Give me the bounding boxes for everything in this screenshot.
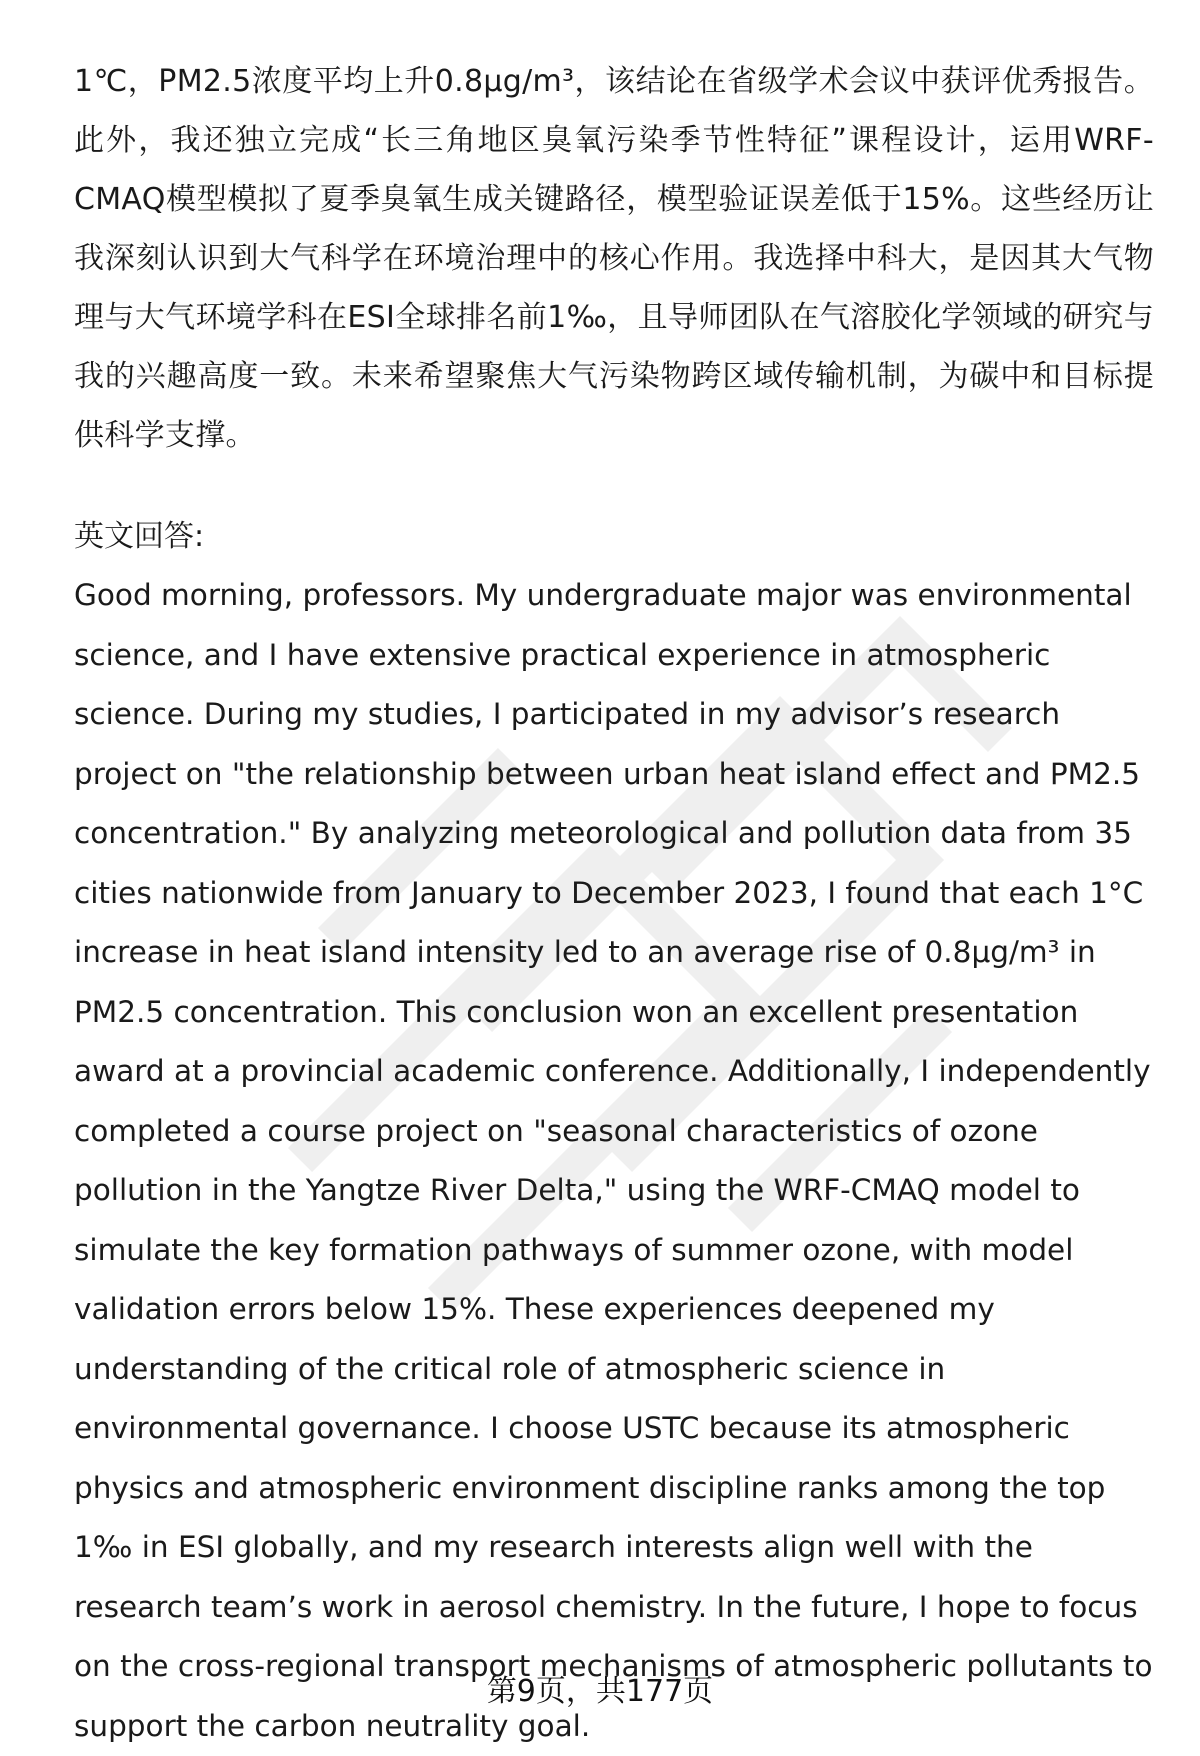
page-number-footer: 第9页，共177页 <box>486 1674 714 1709</box>
english-answer-paragraph: Good morning, professors. My undergraduate major was environmental science, and I have extensive practical experience in atmospheric science. During my studies, I participated in my advisor’s research project on "the relationship between urban heat island effect and PM2.5 concentration." By analyzing meteorological and pollution data from 35 cities nationwide from January to December 2023, I found that each 1°C increase in heat island intensity led to an average rise of 0.8μg/m³ in PM2.5 concentration. This conclusion won an excellent presentation award at a provincial academic conference. Additionally, I independently completed a course project on "seasonal characteristics of ozone pollution in the Yangtze River Delta," using the WRF-CMAQ model to simulate the key formation pathways of summer ozone, with model validation errors below 15%. These experiences deepened my understanding of the critical role of atmospheric science in environmental governance. I choose USTC because its atmospheric physics and atmospheric environment discipline ranks among the top 1‰ in ESI globally, and my research interests align well with the research team’s work in aerosol chemistry. In the future, I hope to focus on the cross-regional transport mechanisms of atmospheric pollutants to support the carbon neutrality goal. <box>74 578 1153 1743</box>
chinese-answer-paragraph: 1℃，PM2.5浓度平均上升0.8μg/m³，该结论在省级学术会议中获评优秀报告。此外，我还独立完成“长三角地区臭氧污染季节性特征”课程设计，运用WRF-CMAQ模型模拟了夏季臭氧生成关键路径，模型验证误差低于15%。这些经历让我深刻认识到大气科学在环境治理中的核心作用。我选择中科大，是因其大气物理与大气环境学科在ESI全球排名前1‰，且导师团队在气溶胶化学领域的研究与我的兴趣高度一致。未来希望聚焦大气污染物跨区域传输机制，为碳中和目标提供科学支撑。 <box>74 64 1154 453</box>
english-answer-label: 英文回答: <box>74 519 205 554</box>
document-body <box>74 52 1154 1756</box>
